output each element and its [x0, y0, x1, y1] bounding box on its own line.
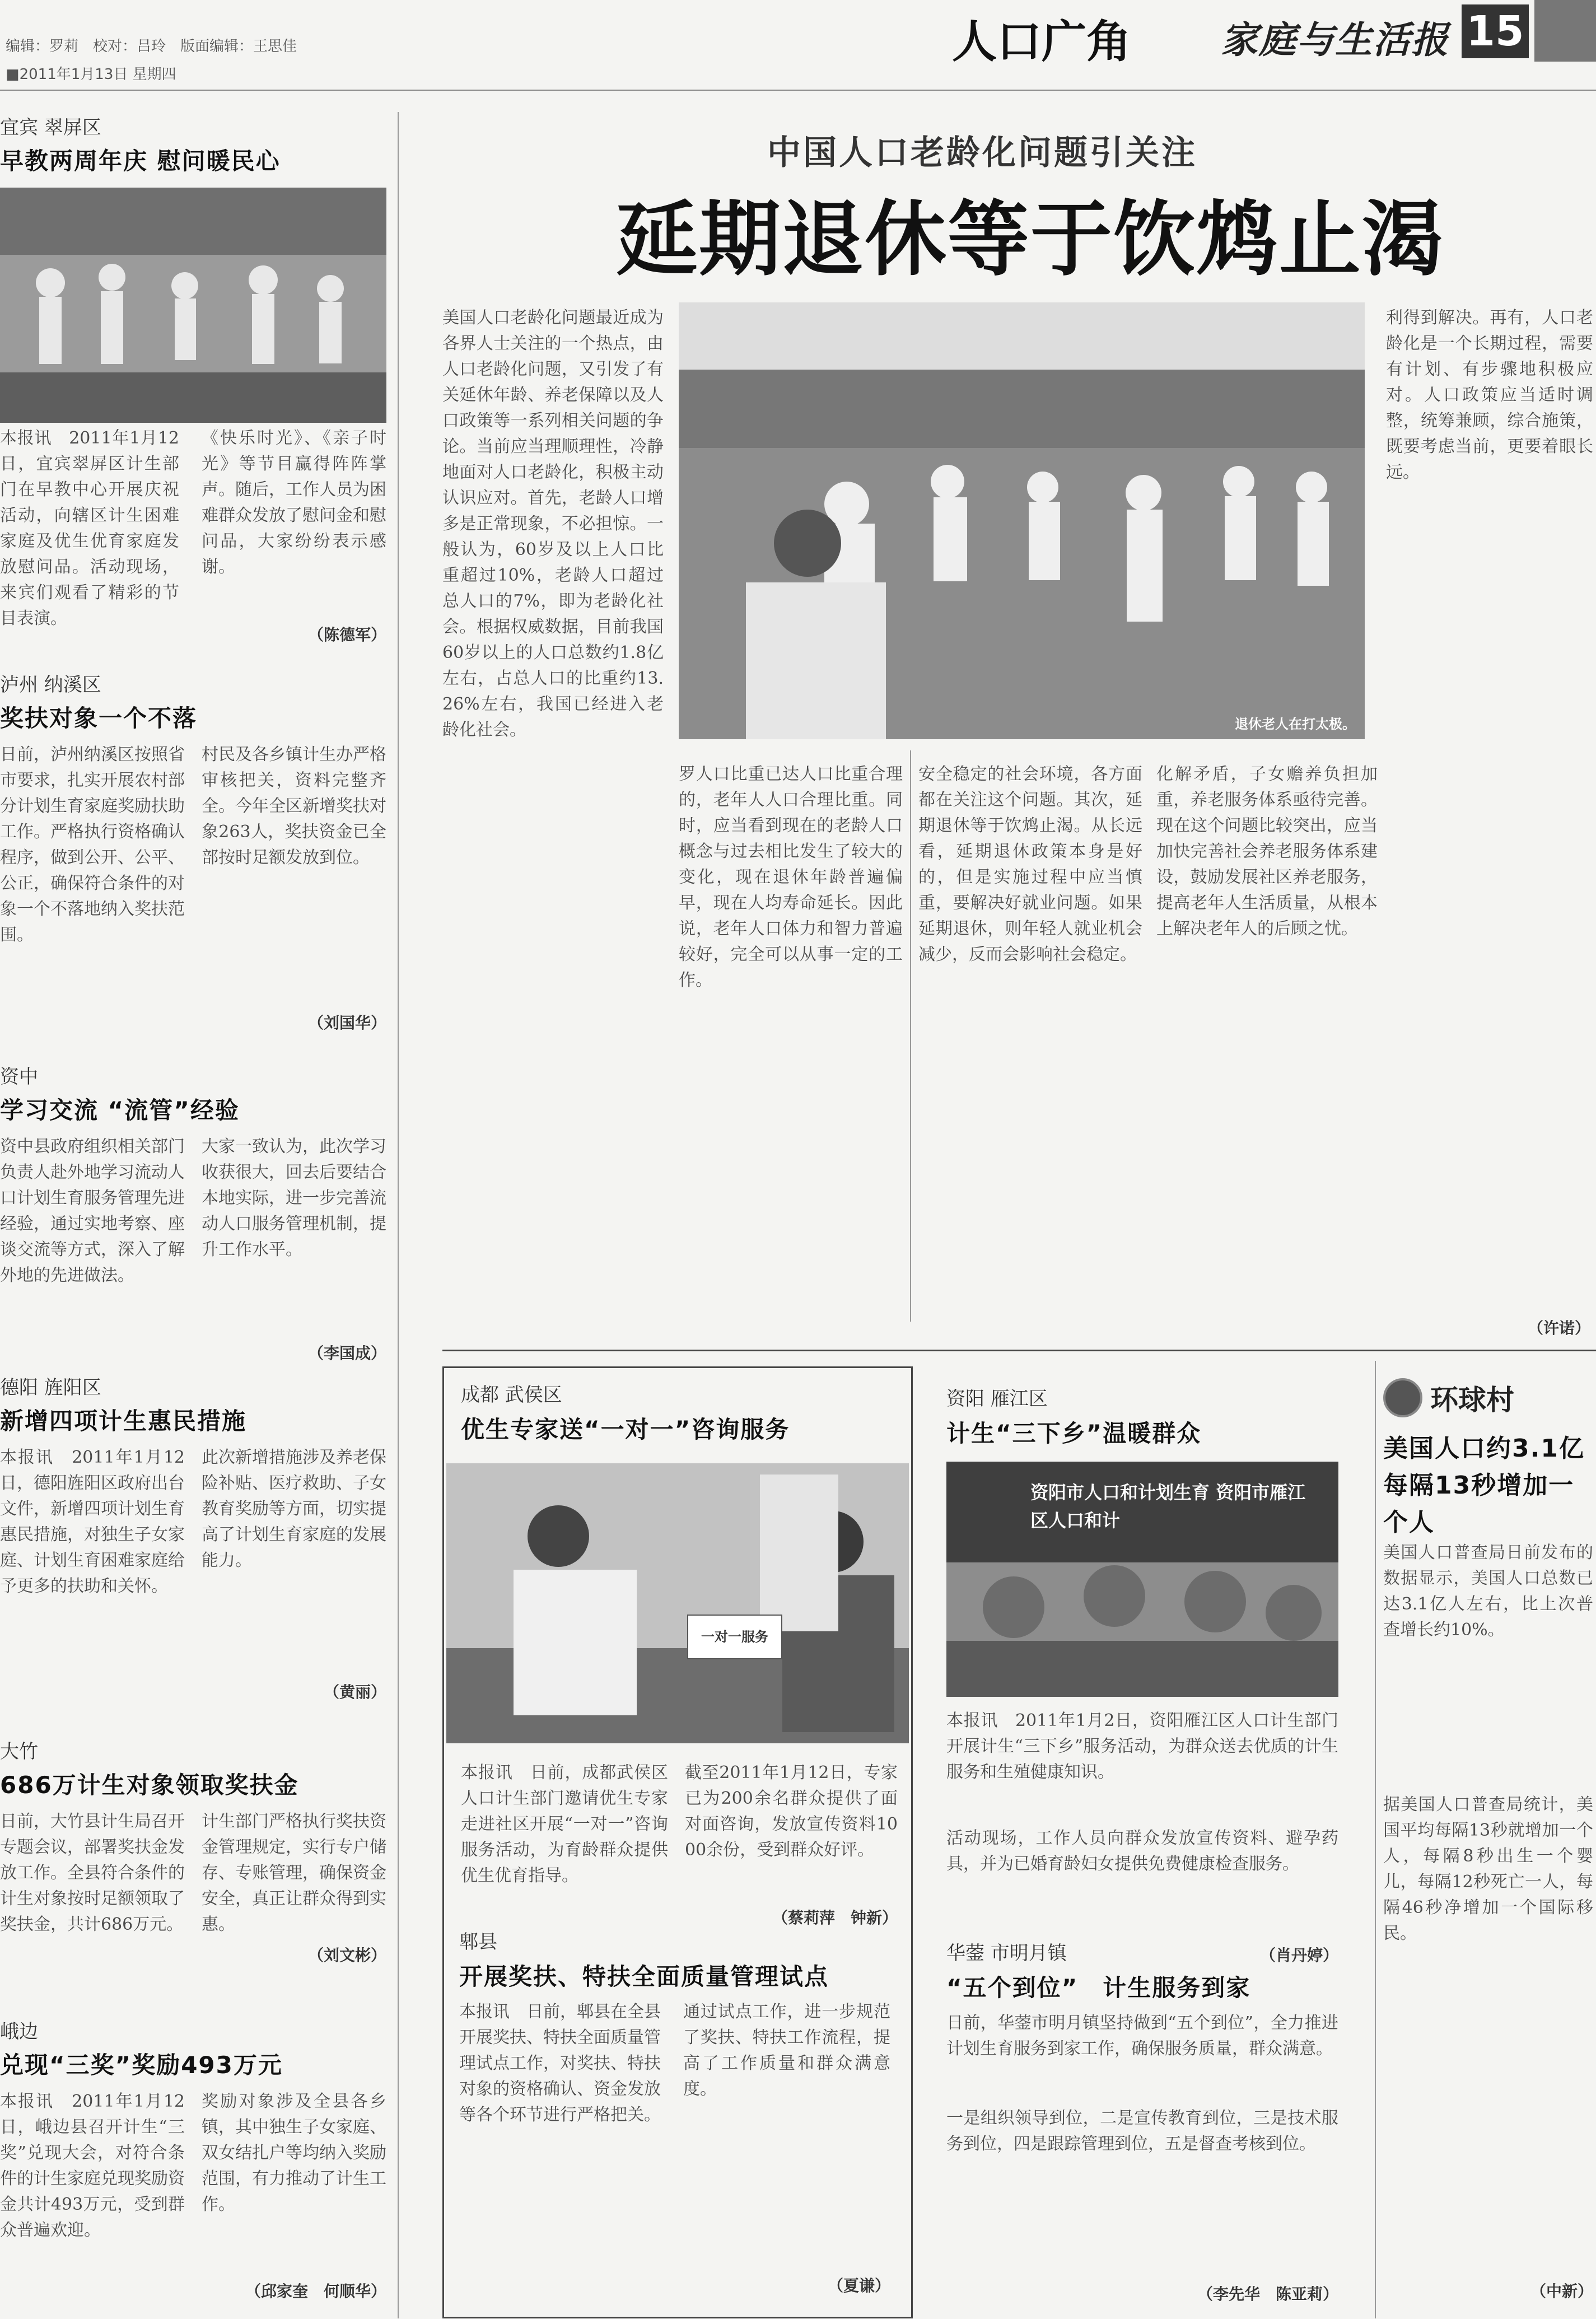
left-article-4 — [0, 1372, 392, 1701]
article-text-a: 日前，华蓥市明月镇坚持做到“五个到位”，全力推进计划生育服务到家工作，确保服务质量，群众满意。 — [946, 2013, 1338, 2059]
main-photo-caption: 退休老人在打太极。 — [1235, 716, 1356, 732]
article-text-a: 日前，泸州纳溪区按照省市要求，扎实开展农村部分计划生育家庭奖励扶助工作。严格执行资格确认程序，做到公开、公平、公正，确保符合条件的对象一个不落地纳入奖扶范围。 — [0, 745, 185, 945]
main-col-3: 安全稳定的社会环境，各方面都在关注这个问题。其次，延期退休等于饮鸩止渴。从长远看，延期退休政策本身是好的，但是实施过程中应当慎重，要解决好就业问题。如果延期退休，则年轻人就业机会减少，反而会影响社会稳定。 — [918, 764, 1142, 964]
article-headline: 新增四项计生惠民措施 — [0, 1407, 247, 1435]
globe-icon — [1383, 1378, 1422, 1417]
main-bottom-rule — [442, 1350, 1596, 1351]
article-text-a: 本报讯 2011年1月2日，资阳雁江区人口计生部门开展计生“三下乡”服务活动，为群众送去优质的计生服务和生殖健康知识。 — [946, 1711, 1338, 1782]
main-col-5: 利得到解决。再有，人口老龄化是一个长期过程，需要有计划、有步骤地积极应对。人口政策应当适时调整，统筹兼顾，综合施策，既要考虑当前，更要着眼长远。 — [1386, 308, 1593, 482]
left-article-2 — [0, 669, 392, 1032]
main-col-1: 美国人口老龄化问题最近成为各界人士关注的一个热点，由人口老龄化问题，又引发了有关延休年龄、养老保障以及人口政策等一系列相关问题的争论。当前应当理顺理性，冷静地面对人口老龄化，积极主动认识应对。首先，老龄人口增多是正常现象，不必担惊。一般认为，60岁及以上人口比重超过10%，老龄人口超过总人口的7%，即为老龄化社会。根据权威数据，目前我国60岁以上的人口总数约1.8亿左右，占总人口的比重约13.26%左右，我国已经进入老龄化社会。 — [442, 308, 664, 740]
article-headline: “五个到位” 计生服务到家 — [946, 1974, 1251, 2001]
left-column-divider — [398, 112, 399, 2318]
global-village-byline: （中新） — [1530, 2282, 1593, 2301]
article-text-a: 本报讯 2011年1月12日，宜宾翠屏区计生部门在早教中心开展庆祝活动，向辖区计生困难家庭及优生优育家庭发放慰问品。活动现场，来宾们观看了精彩的节目表演。 — [0, 428, 179, 628]
desk-sign: 一对一服务 — [687, 1615, 782, 1659]
editors-line: 编辑：罗莉 校对：吕玲 版面编辑：王思佳 — [6, 38, 297, 55]
global-village-text-b: 据美国人口普查局统计，美国平均每隔13秒就增加一个人，每隔8秒出生一个婴儿，每隔12秒死亡一人，每隔46秒净增加一个国际移民。 — [1383, 1795, 1593, 1943]
left-article-1 — [0, 112, 392, 644]
article-headline: 兑现“三奖”奖励493万元 — [0, 2051, 283, 2079]
article-location: 郫县 — [459, 1931, 497, 1953]
article-text-b: 活动现场，工作人员向群众发放宣传资料、避孕药具，并为已婚育龄妇女提供免费健康检查服务。 — [946, 1828, 1338, 1874]
global-village — [1383, 1378, 1593, 2301]
bottom-article-b — [459, 1926, 896, 2307]
article-byline: （李先华 陈亚莉） — [1197, 2285, 1338, 2303]
bottom-c-divider — [1375, 1361, 1376, 2318]
masthead — [0, 0, 1596, 112]
article-byline: （李国成） — [307, 1344, 386, 1363]
article-photo — [0, 188, 386, 423]
article-byline: （肖丹婷） — [1259, 1946, 1338, 1965]
article-text-a: 资中县政府组织相关部门负责人赴外地学习流动人口计划生育服务管理先进经验，通过实地考察、座谈交流等方式，深入了解外地的先进做法。 — [0, 1137, 185, 1285]
article-headline: 686万计生对象领取奖扶金 — [0, 1771, 299, 1799]
main-col-divider — [910, 750, 911, 1322]
article-text-a: 本报讯 日前，成都武侯区人口计生部门邀请优生专家走进社区开展“一对一”咨询服务活动，为育龄群众提供优生优育指导。 — [461, 1763, 668, 1886]
article-location: 资中 — [0, 1066, 38, 1088]
article-byline: （夏谦） — [827, 2276, 890, 2295]
article-byline: （邱家奎 何顺华） — [245, 2282, 386, 2301]
main-col-5-byline: （许诺） — [1527, 1319, 1590, 1337]
article-byline: （蔡莉萍 钟新） — [772, 1909, 898, 1927]
article-location: 资阳 雁江区 — [946, 1388, 1048, 1410]
article-text-b: 村民及各乡镇计生办严格审核把关，资料完整齐全。今年全区新增奖扶对象263人，奖扶资金已全部按时足额发放到位。 — [202, 745, 386, 867]
masthead-decoration — [1534, 0, 1596, 62]
article-text-b: 截至2011年1月12日，专家已为200余名群众提供了面对面咨询，发放宣传资料1000余份，受到群众好评。 — [685, 1763, 898, 1860]
global-village-label: 环球村 — [1430, 1383, 1514, 1416]
article-headline: 早教两周年庆 慰问暖民心 — [0, 147, 281, 175]
article-headline: 开展奖扶、特扶全面质量管理试点 — [459, 1963, 829, 1990]
global-village-text-a: 美国人口普查局日前发布的数据显示，美国人口总数已达3.1亿人左右，比上次普查增长约10%。 — [1383, 1543, 1593, 1640]
article-text-b: 大家一致认为，此次学习收获很大，回去后要结合本地实际，进一步完善流动人口服务管理机制，提升工作水平。 — [202, 1137, 386, 1259]
article-byline: （黄丽） — [323, 1683, 386, 1701]
masthead-rule — [0, 90, 1596, 91]
main-kicker: 中国人口老龄化问题引关注 — [767, 133, 1197, 172]
article-text-b: 《快乐时光》、《亲子时光》等节目赢得阵阵掌声。随后，工作人员为困难群众发放了慰问金和慰问品，大家纷纷表示感谢。 — [202, 428, 386, 577]
article-text-b: 计生部门严格执行奖扶资金管理规定，实行专户储存、专账管理，确保资金安全，真正让群众得到实惠。 — [202, 1812, 386, 1934]
left-article-5 — [0, 1736, 392, 1965]
article-byline: （刘国华） — [307, 1014, 386, 1032]
article-location: 德阳 旌阳区 — [0, 1377, 101, 1399]
global-village-header — [1383, 1378, 1593, 1418]
section-title: 人口广角 — [952, 16, 1131, 68]
banner-text: 资阳市人口和计划生育 资阳市雁江区人口和计 — [1030, 1482, 1306, 1531]
bottom-article-d — [946, 1938, 1350, 2303]
article-location: 成都 武侯区 — [461, 1384, 562, 1406]
article-location: 峨边 — [0, 2021, 38, 2043]
article-text-a: 日前，大竹县计生局召开专题会议，部署奖扶金发放工作。全县符合条件的计生对象按时足额领取了奖扶金，共计686万元。 — [0, 1812, 185, 1934]
article-text-a: 本报讯 2011年1月12日，峨边县召开计生“三奖”兑现大会，对符合条件的计生家庭兑现奖励资金共计493万元，受到群众普遍欢迎。 — [0, 2092, 185, 2240]
article-location: 宜宾 翠屏区 — [0, 116, 101, 139]
left-article-6 — [0, 2016, 392, 2301]
article-location: 泸州 纳溪区 — [0, 674, 101, 696]
article-headline: 学习交流 “流管”经验 — [0, 1096, 240, 1124]
page-number: 15 — [1462, 4, 1529, 58]
main-photo — [679, 302, 1365, 739]
article-text-b: 奖励对象涉及全县各乡镇，其中独生子女家庭、双女结扎户等均纳入奖励范围，有力推动了计生工作。 — [202, 2092, 386, 2214]
article-text-b: 此次新增措施涉及养老保险补贴、医疗救助、子女教育奖励等方面，切实提高了计划生育家庭的发展能力。 — [202, 1448, 386, 1570]
article-headline: 优生专家送“一对一”咨询服务 — [461, 1416, 790, 1443]
article-text-a: 本报讯 日前，郫县在全县开展奖扶、特扶全面质量管理试点工作，对奖扶、特扶对象的资格确认、资金发放等各个环节进行严格把关。 — [459, 2002, 661, 2125]
date-line: ■2011年1月13日 星期四 — [6, 66, 176, 83]
article-byline: （刘文彬） — [307, 1946, 386, 1965]
global-village-headline: 美国人口约3.1亿 每隔13秒增加一个人 — [1383, 1434, 1585, 1537]
left-article-3 — [0, 1061, 392, 1363]
main-col-2: 罗人口比重已达人口比重合理的，老年人人口合理比重。同时，应当看到现在的老龄人口概念与过去相比发生了较大的变化，现在退休年龄普遍偏早，现在人均寿命延长。因此说，老年人口体力和智力普遍较好，完全可以从事一定的工作。 — [679, 764, 903, 990]
article-location: 大竹 — [0, 1741, 38, 1763]
main-col-4: 化解矛盾，子女赡养负担加重，养老服务体系亟待完善。现在这个问题比较突出，应当加快完善社会养老服务体系建设，鼓励发展社区养老服务，提高老年人生活质量，从根本上解决老年人的后顾之忧。 — [1156, 764, 1378, 939]
main-headline: 延期退休等于饮鸩止渴 — [616, 192, 1445, 287]
paper-name: 家庭与生活报 — [1221, 18, 1449, 62]
article-byline: （陈德军） — [307, 626, 386, 644]
article-headline: 奖扶对象一个不落 — [0, 704, 198, 732]
article-text-b: 一是组织领导到位，二是宣传教育到位，三是技术服务到位，四是跟踪管理到位，五是督查考核到位。 — [946, 2108, 1338, 2154]
article-location: 华蓥 市明月镇 — [946, 1942, 1067, 1965]
article-photo — [446, 1463, 909, 1743]
article-text-a: 本报讯 2011年1月12日，德阳旌阳区政府出台文件，新增四项计划生育惠民措施，对独生子女家庭、计划生育困难家庭给予更多的扶助和关怀。 — [0, 1448, 185, 1596]
article-text-b: 通过试点工作，进一步规范了奖扶、特扶工作流程，提高了工作质量和群众满意度。 — [683, 2002, 890, 2099]
article-headline: 计生“三下乡”温暖群众 — [946, 1420, 1202, 1447]
article-photo — [946, 1462, 1338, 1697]
